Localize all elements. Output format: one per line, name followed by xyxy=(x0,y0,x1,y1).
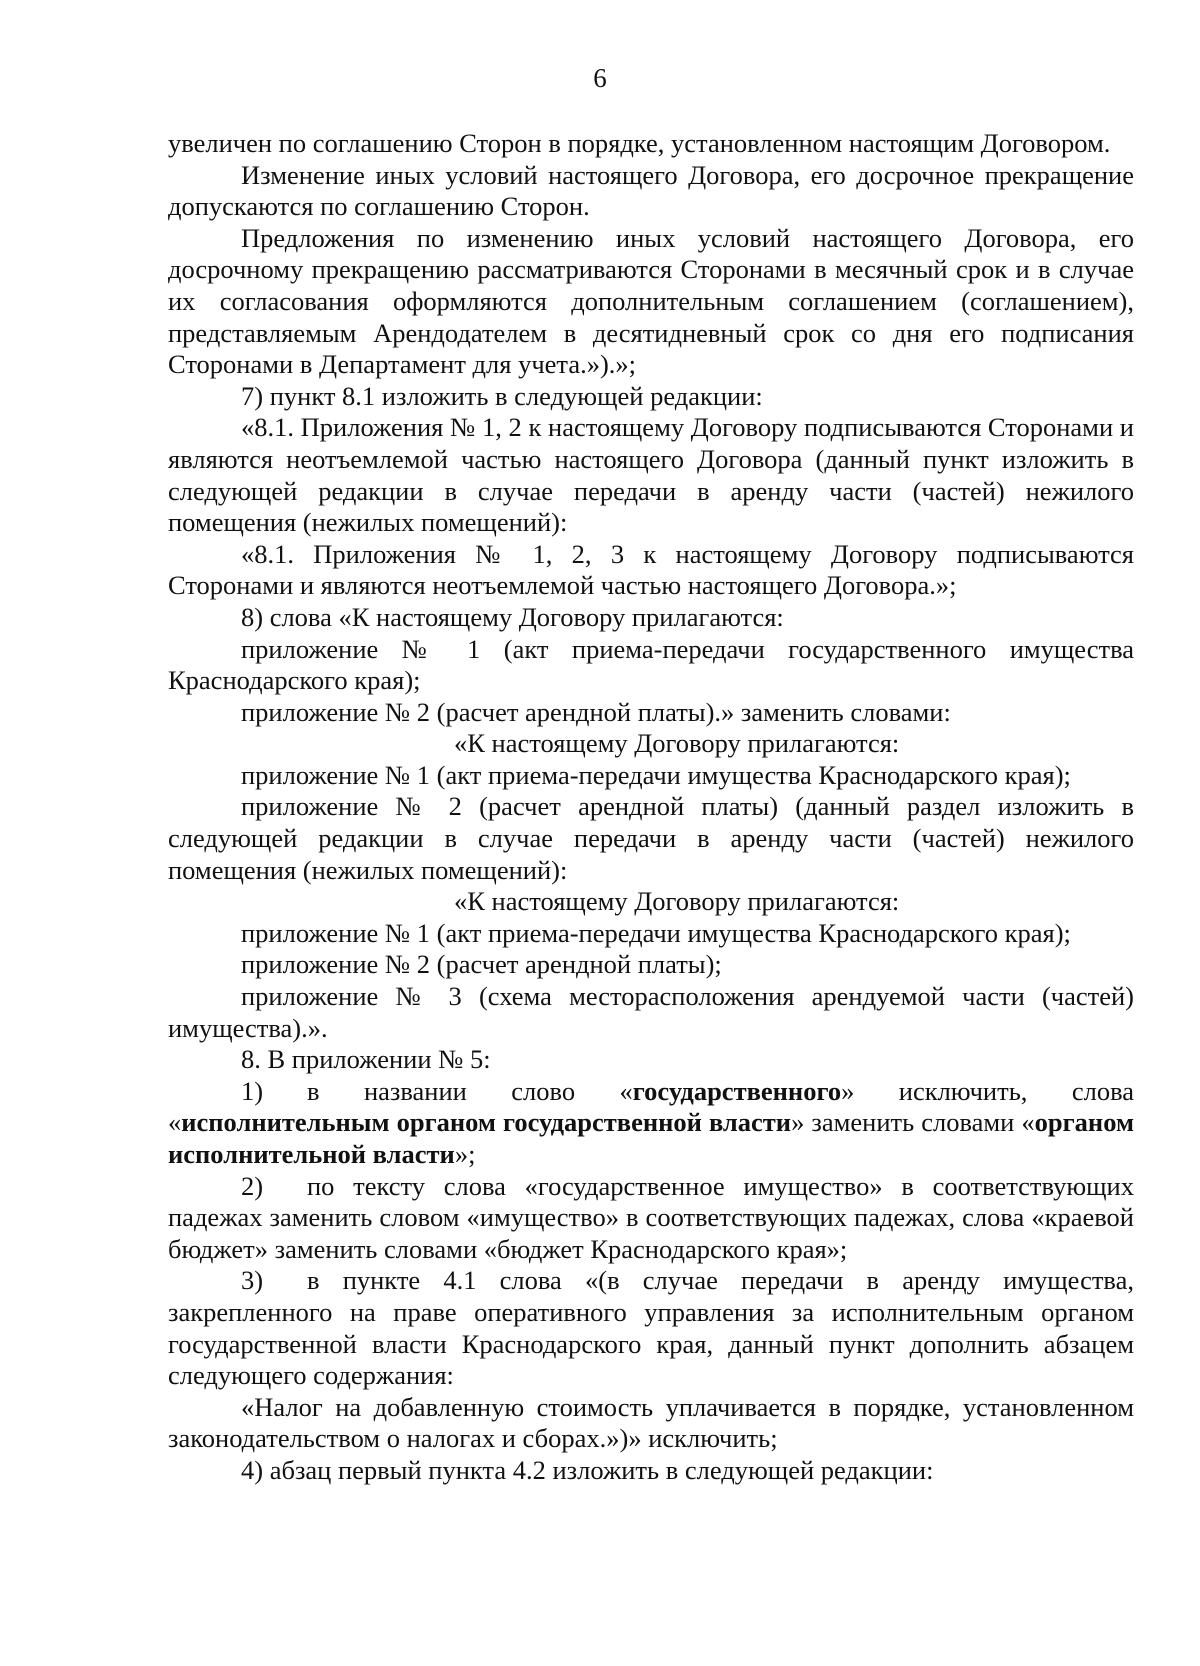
item-text: в названии слово « xyxy=(307,1075,633,1106)
page-number: 6 xyxy=(593,63,607,93)
list-item: 7) пункт 8.1 изложить в следующей редакции: xyxy=(241,380,763,411)
item-text: » исключить, слова « xyxy=(168,1075,1135,1138)
item-number: 1) xyxy=(241,1075,264,1106)
paragraph: приложение № 2 (расчет арендной платы) (данный раздел изложить в следующей редакции в случае передачи в аренду части (частей) нежилого помещения (нежилых помещений): xyxy=(168,791,1134,885)
list-item-1 xyxy=(168,1076,1134,1171)
paragraph: приложение № 1 (акт приема-передачи имущества Краснодарского края); xyxy=(241,917,1071,948)
bold-term: органом исполнительной власти xyxy=(168,1107,1134,1169)
bold-term: исполнительным органом государственной власти xyxy=(181,1107,792,1138)
paragraph: «8.1. Приложения № 1, 2 к настоящему Договору подписываются Сторонами и являются неотъемлемой частью настоящего Договора (данный пункт изложить в следующей редакции в случае передачи в аренду части (частей) нежилого помещения (нежилых помещений): xyxy=(168,412,1134,538)
paragraph: «8.1. Приложения № 1, 2, 3 к настоящему Договору подписываются Сторонами и являются неотъемлемой частью настоящего Договора.»; xyxy=(168,538,1134,601)
paragraph: приложение № 2 (расчет арендной платы).» заменить словами: xyxy=(241,696,951,727)
item-text: » заменить словами « xyxy=(791,1107,1035,1138)
paragraph: увеличен по соглашению Сторон в порядке, установленном настоящим Договором. xyxy=(168,128,1111,158)
paragraph: «Налог на добавленную стоимость уплачивается в порядке, установленном законодательством о налогах и сборах.»)» исключить; xyxy=(168,1391,1134,1454)
paragraph: приложение № 3 (схема месторасположения арендуемой части (частей) имущества).». xyxy=(168,981,1134,1043)
item-number: 2) xyxy=(241,1170,264,1201)
list-item: 4) абзац первый пункта 4.2 изложить в следующей редакции: xyxy=(241,1454,934,1485)
paragraph: приложение № 2 (расчет арендной платы); xyxy=(241,949,722,980)
bold-term: государственного xyxy=(632,1075,842,1106)
paragraph: приложение № 1 (акт приема-передачи государственного имущества Краснодарского края); xyxy=(168,633,1134,696)
list-item-3 xyxy=(168,1265,1134,1391)
list-item: 8. В приложении № 5: xyxy=(241,1044,491,1075)
paragraph: Предложения по изменению иных условий настоящего Договора, его досрочному прекращению рассматриваются Сторонами в месячный срок и в случае их согласования оформляются дополнительным соглашением (соглашением), представляемым Арендодателем в десятидневный срок со дня его подписания Сторонами в Департамент для учета.»).»; xyxy=(168,222,1134,380)
paragraph: «К настоящему Договору прилагаются: xyxy=(454,728,900,759)
item-text: по тексту слова «государственное имущество» в соответствующих падежах заменить словом «имущество» в соответствующих падежах, слова «краевой бюджет» заменить словами «бюджет Краснодарского края»; xyxy=(168,1170,1134,1264)
list-item: 8) слова «К настоящему Договору прилагаются: xyxy=(241,601,784,632)
item-number: 3) xyxy=(241,1265,264,1296)
paragraph: «К настоящему Договору прилагаются: xyxy=(454,886,900,917)
list-item-2 xyxy=(168,1171,1134,1266)
item-text: »; xyxy=(454,1139,476,1169)
paragraph: Изменение иных условий настоящего Договора, его досрочное прекращение допускаются по соглашению Сторон. xyxy=(168,159,1134,222)
document-body xyxy=(168,128,1134,1487)
paragraph: приложение № 1 (акт приема-передачи имущества Краснодарского края); xyxy=(241,759,1071,790)
item-text: в пункте 4.1 слова «(в случае передачи в аренду имущества, закрепленного на праве оперативного управления за исполнительным органом государственной власти Краснодарского края, данный пункт дополнить абзацем следующего содержания: xyxy=(168,1265,1134,1391)
